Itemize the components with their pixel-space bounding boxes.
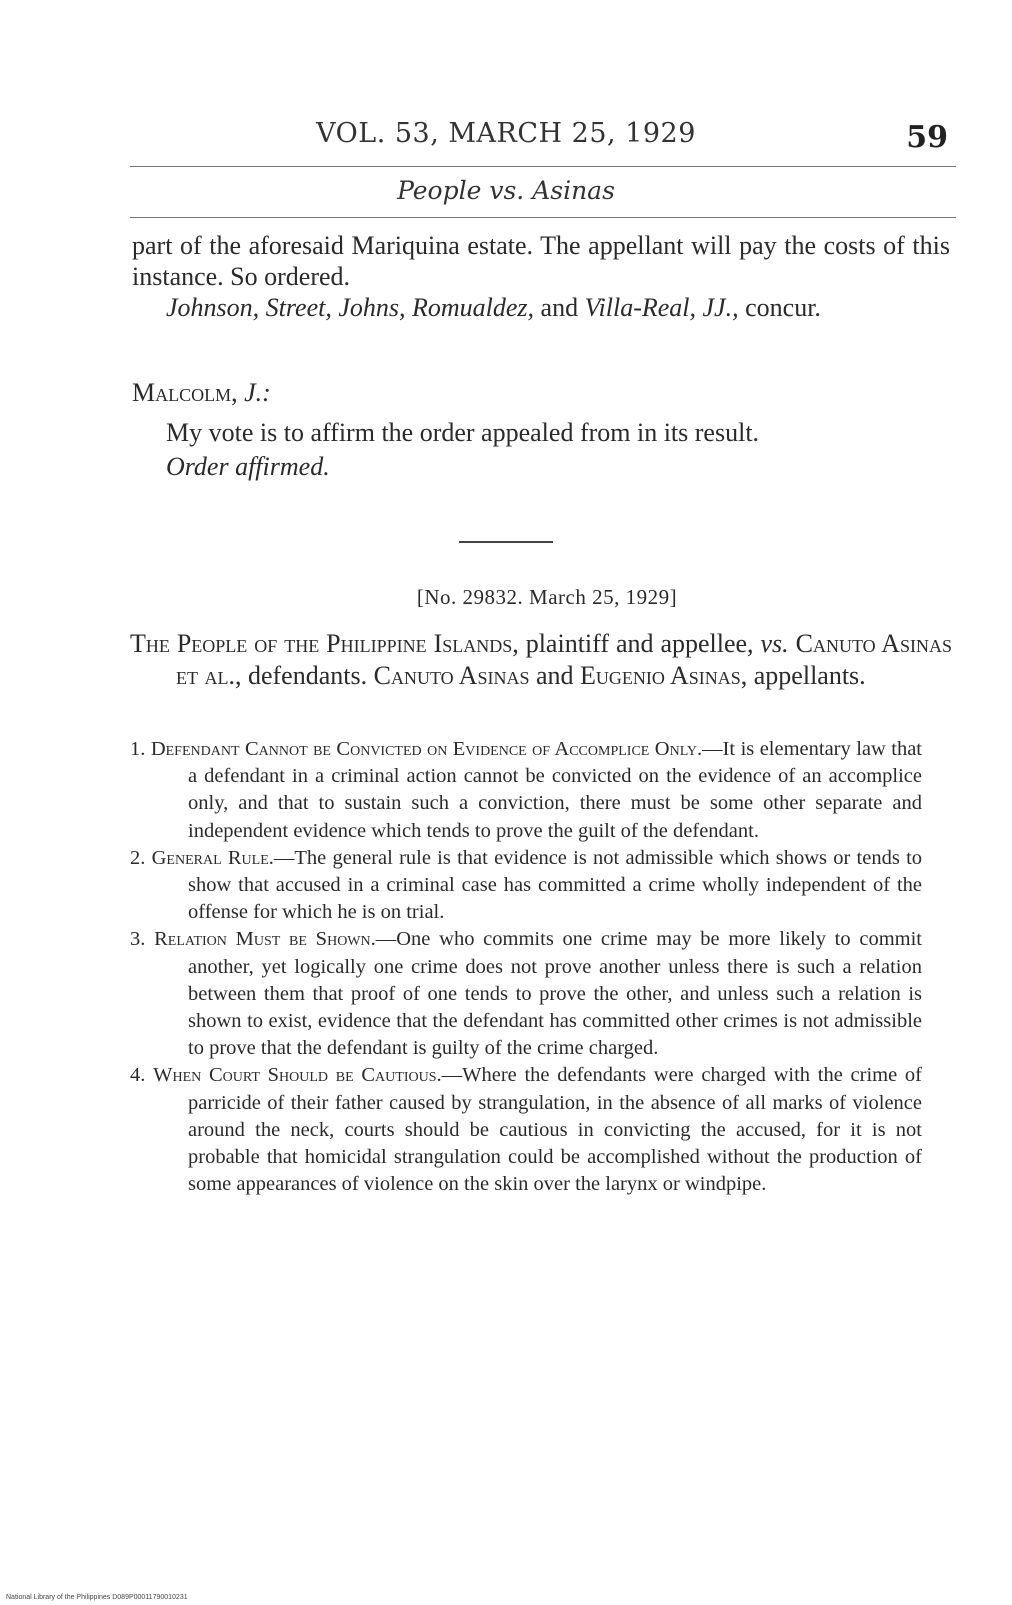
party-5: Canuto Asinas: [373, 661, 530, 690]
section-separator: [0, 541, 1012, 543]
running-head: [0, 112, 1012, 155]
docket-line: [No. 29832. March 25, 1929]: [416, 585, 678, 609]
page-number: 59: [906, 120, 948, 155]
syllabus: [130, 736, 922, 1198]
opinion-block: [132, 377, 950, 482]
syllabus-number: 1.: [130, 738, 146, 760]
concurring-last: Villa-Real, JJ.,: [584, 293, 739, 322]
party-1: plaintiff and appellee,: [518, 629, 761, 658]
docket-line-wrap: [138, 582, 956, 613]
syllabus-item: [130, 845, 922, 927]
parties-paragraph: [130, 628, 952, 692]
party-3: Canuto Asinas et al.,: [176, 629, 952, 690]
header-rule-bottom: [130, 217, 956, 218]
party-2: vs.: [760, 629, 789, 658]
syllabus-heading: General Rule.: [151, 846, 274, 869]
continuation-block: [132, 230, 950, 323]
syllabus-heading: Defendant Cannot be Convicted on Evidence of Accomplice Only.: [150, 738, 703, 760]
party-6: and: [529, 661, 581, 690]
syllabus-item: [130, 926, 922, 1062]
opinion-paragraph: My vote is to affirm the order appealed from in its result.: [166, 418, 760, 447]
author-name: Malcolm,: [132, 378, 238, 407]
concurring-justices: Johnson, Street, Johns, Romualdez,: [166, 293, 535, 322]
concurring-and: and: [540, 293, 579, 322]
syllabus-item: [130, 736, 922, 845]
syllabus-heading: When Court Should be Cautious.: [153, 1064, 442, 1087]
syllabus-text: —It is elementary law that a defendant in a criminal action cannot be convicted on the evidence of an accomplice only, and that to sustain such a conviction, there must be some other separate and independent evidence which tends to prove the guilt of the defendant.: [188, 738, 922, 842]
party-4: defendants.: [241, 661, 374, 690]
case-title: People vs. Asinas: [397, 176, 615, 205]
party-8: appellants.: [747, 661, 866, 690]
concurrence-line: [132, 292, 950, 323]
party-7: Eugenio Asinas,: [580, 661, 748, 690]
syllabus-number: 2.: [130, 846, 146, 869]
volume-line: VOL. 53, MARCH 25, 1929: [316, 118, 696, 149]
syllabus-item: [130, 1062, 922, 1198]
continuation-paragraph: part of the aforesaid Mariquina estate. The appellant will pay the costs of this instance. So ordered.: [132, 231, 950, 291]
opinion-author: [132, 377, 950, 408]
syllabus-text: —Where the defendants were charged with the crime of parricide of their father caused by strangulation, in the absence of all marks of violence around the neck, courts should be cautious in convicting the accused, for it is not probable that homicidal strangulation could be accomplished without the production of some appearances of violence on the skin over the larynx or windpipe.: [188, 1064, 922, 1196]
syllabus-text: —One who commits one crime may be more likely to commit another, yet logically one crime does not prove another unless there is such a relation between them that proof of one tends to prove the other, and unless such a relation is shown to exist, evidence that the defendant has committed other crimes is not admissible to prove that the defendant is guilty of the crime charged.: [188, 928, 922, 1060]
party-0: The People of the Philippine Islands,: [130, 629, 519, 658]
separator-line: [459, 541, 553, 543]
syllabus-text: —The general rule is that evidence is not admissible which shows or tends to show that accused in a criminal case has committed a crime wholly independent of the offense for which he is on trial.: [188, 846, 923, 924]
disposition: Order affirmed.: [166, 452, 330, 481]
syllabus-heading: Relation Must be Shown.: [154, 928, 376, 951]
footer-credit: National Library of the Philippines D089P00011790010231: [6, 1594, 188, 1601]
syllabus-number: 4.: [130, 1064, 146, 1087]
header-rule-top: [130, 166, 956, 167]
case-parties: [130, 628, 952, 692]
syllabus-number: 3.: [130, 928, 146, 951]
author-suffix: J.:: [244, 378, 271, 407]
concur-word: concur.: [745, 293, 821, 322]
